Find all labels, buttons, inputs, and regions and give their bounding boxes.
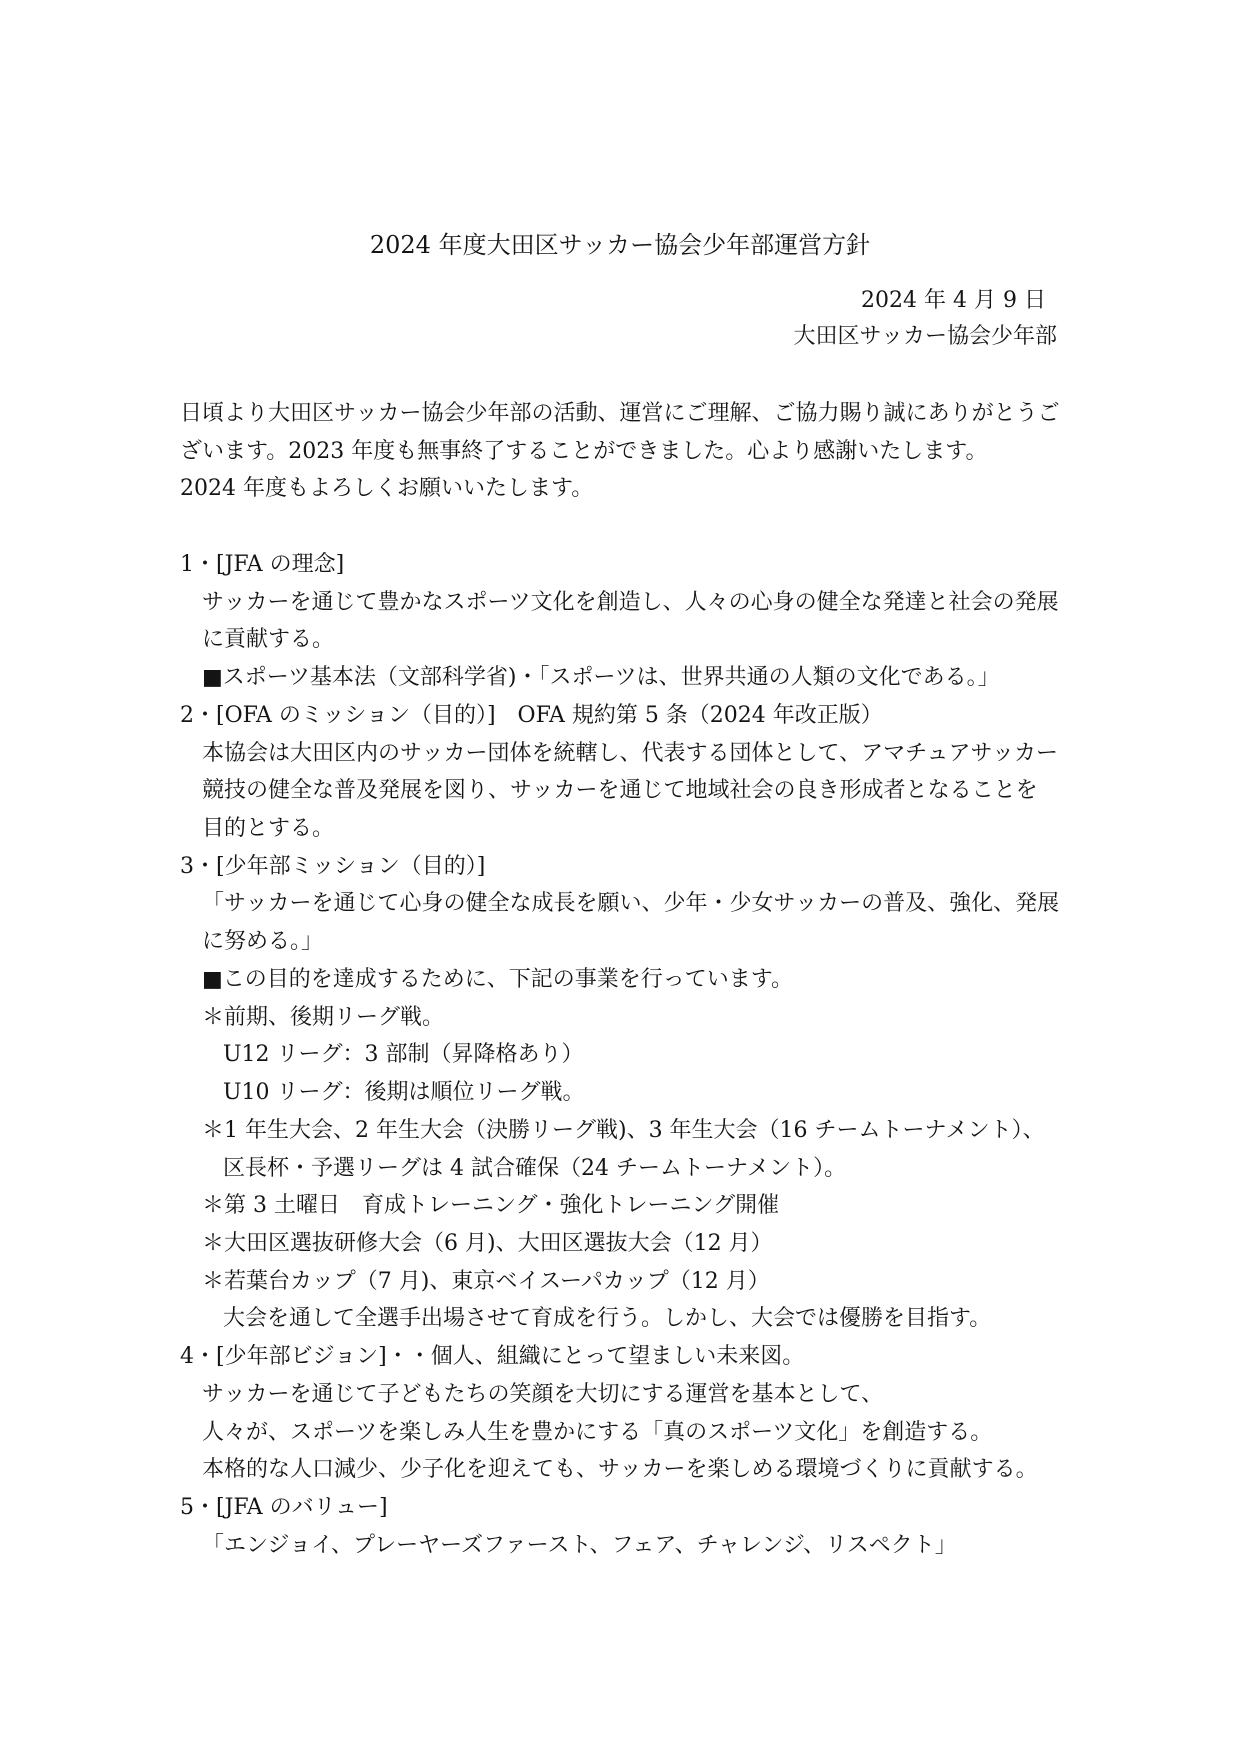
- section-youth-vision: [180, 1338, 1059, 1489]
- section-line: U12 リーグ：3 部制（昇降格あり）: [223, 1042, 584, 1068]
- policy-list: [180, 546, 1059, 1564]
- section-jfa-values: [180, 1489, 1059, 1564]
- section-line: 本協会は大田区内のサッカー団体を統轄し、代表する団体として、アマチュアサッカー: [202, 740, 1059, 766]
- section-line: 競技の健全な普及発展を図り、サッカーを通じて地域社会の良き形成者となることを: [202, 778, 1038, 804]
- document-date: 2024 年 4 月 9 日: [861, 288, 1046, 313]
- section-heading: 1・[JFA の理念]: [180, 552, 345, 577]
- section-heading: 5・[JFA のバリュー]: [180, 1494, 388, 1520]
- section-line: に努める。」: [202, 929, 324, 955]
- issuing-organization: 大田区サッカー協会少年部: [793, 324, 1057, 349]
- section-line: 「サッカーを通じて心身の健全な成長を願い、少年・少女サッカーの普及、強化、発展: [202, 891, 1060, 917]
- section-line: 本格的な人口減少、少子化を迎えても、サッカーを楽しめる環境づくりに貢献する。: [202, 1457, 1038, 1483]
- section-line: U10 リーグ：後期は順位リーグ戦。: [223, 1080, 585, 1106]
- greeting-paragraph: [180, 395, 1060, 508]
- section-heading: 2・[OFA のミッション（目的）] OFA 規約第 5 条（2024 年改正版）: [180, 702, 883, 728]
- section-line: 人々が、スポーツを楽しみ人生を豊かにする「真のスポーツ文化」を創造する。: [202, 1419, 993, 1445]
- section-line: サッカーを通じて子どもたちの笑顔を大切にする運営を基本として、: [202, 1381, 884, 1407]
- section-youth-mission: [180, 848, 1059, 1338]
- greeting-line: 2024 年度もよろしくお願いいたします。: [180, 476, 594, 502]
- section-line: ■この目的を達成するために、下記の事業を行っています。: [202, 966, 794, 992]
- section-heading: 3・[少年部ミッション（目的）]: [180, 853, 486, 879]
- section-line: ＊第 3 土曜日 育成トレーニング・強化トレーニング開催: [202, 1193, 780, 1219]
- section-line: 大会を通して全選手出場させて育成を行う。しかし、大会では優勝を目指す。: [223, 1306, 992, 1332]
- section-line: に貢献する。: [202, 627, 335, 653]
- section-heading: 4・[少年部ビジョン]・・個人、組織にとって望ましい未来図。: [180, 1344, 805, 1370]
- section-line: 区長杯・予選リーグは 4 試合確保（24 チームトーナメント）。: [223, 1155, 847, 1181]
- section-line: サッカーを通じて豊かなスポーツ文化を創造し、人々の心身の健全な発達と社会の発展: [202, 589, 1059, 615]
- section-ofa-mission: [180, 697, 1059, 848]
- section-line: 「エンジョイ、プレーヤーズファースト、フェア、チャレンジ、リスペクト」: [202, 1532, 957, 1558]
- section-line: ＊前期、後期リーグ戦。: [202, 1004, 445, 1030]
- section-line: ＊若葉台カップ（7 月)、東京ベイスーパカップ（12 月）: [202, 1268, 770, 1294]
- section-line: ■スポーツ基本法（文部科学省)・「スポーツは、世界共通の人類の文化である。」: [202, 665, 1000, 691]
- greeting-line: 日頃より大田区サッカー協会少年部の活動、運営にご理解、ご協力賜り誠にありがとうご: [180, 401, 1060, 426]
- section-line: 目的とする。: [202, 816, 335, 842]
- document-title: 2024 年度大田区サッカー協会少年部運営方針: [369, 231, 871, 259]
- greeting-line: ざいます。2023 年度も無事終了することができました。心より感謝いたします。: [180, 438, 988, 464]
- section-jfa-philosophy: [180, 546, 1059, 697]
- section-line: ＊大田区選抜研修大会（6 月)、大田区選抜大会（12 月）: [202, 1230, 773, 1256]
- section-line: ＊1 年生大会、2 年生大会（決勝リーグ戦)、3 年生大会（16 チームトーナメント）、: [202, 1117, 1045, 1143]
